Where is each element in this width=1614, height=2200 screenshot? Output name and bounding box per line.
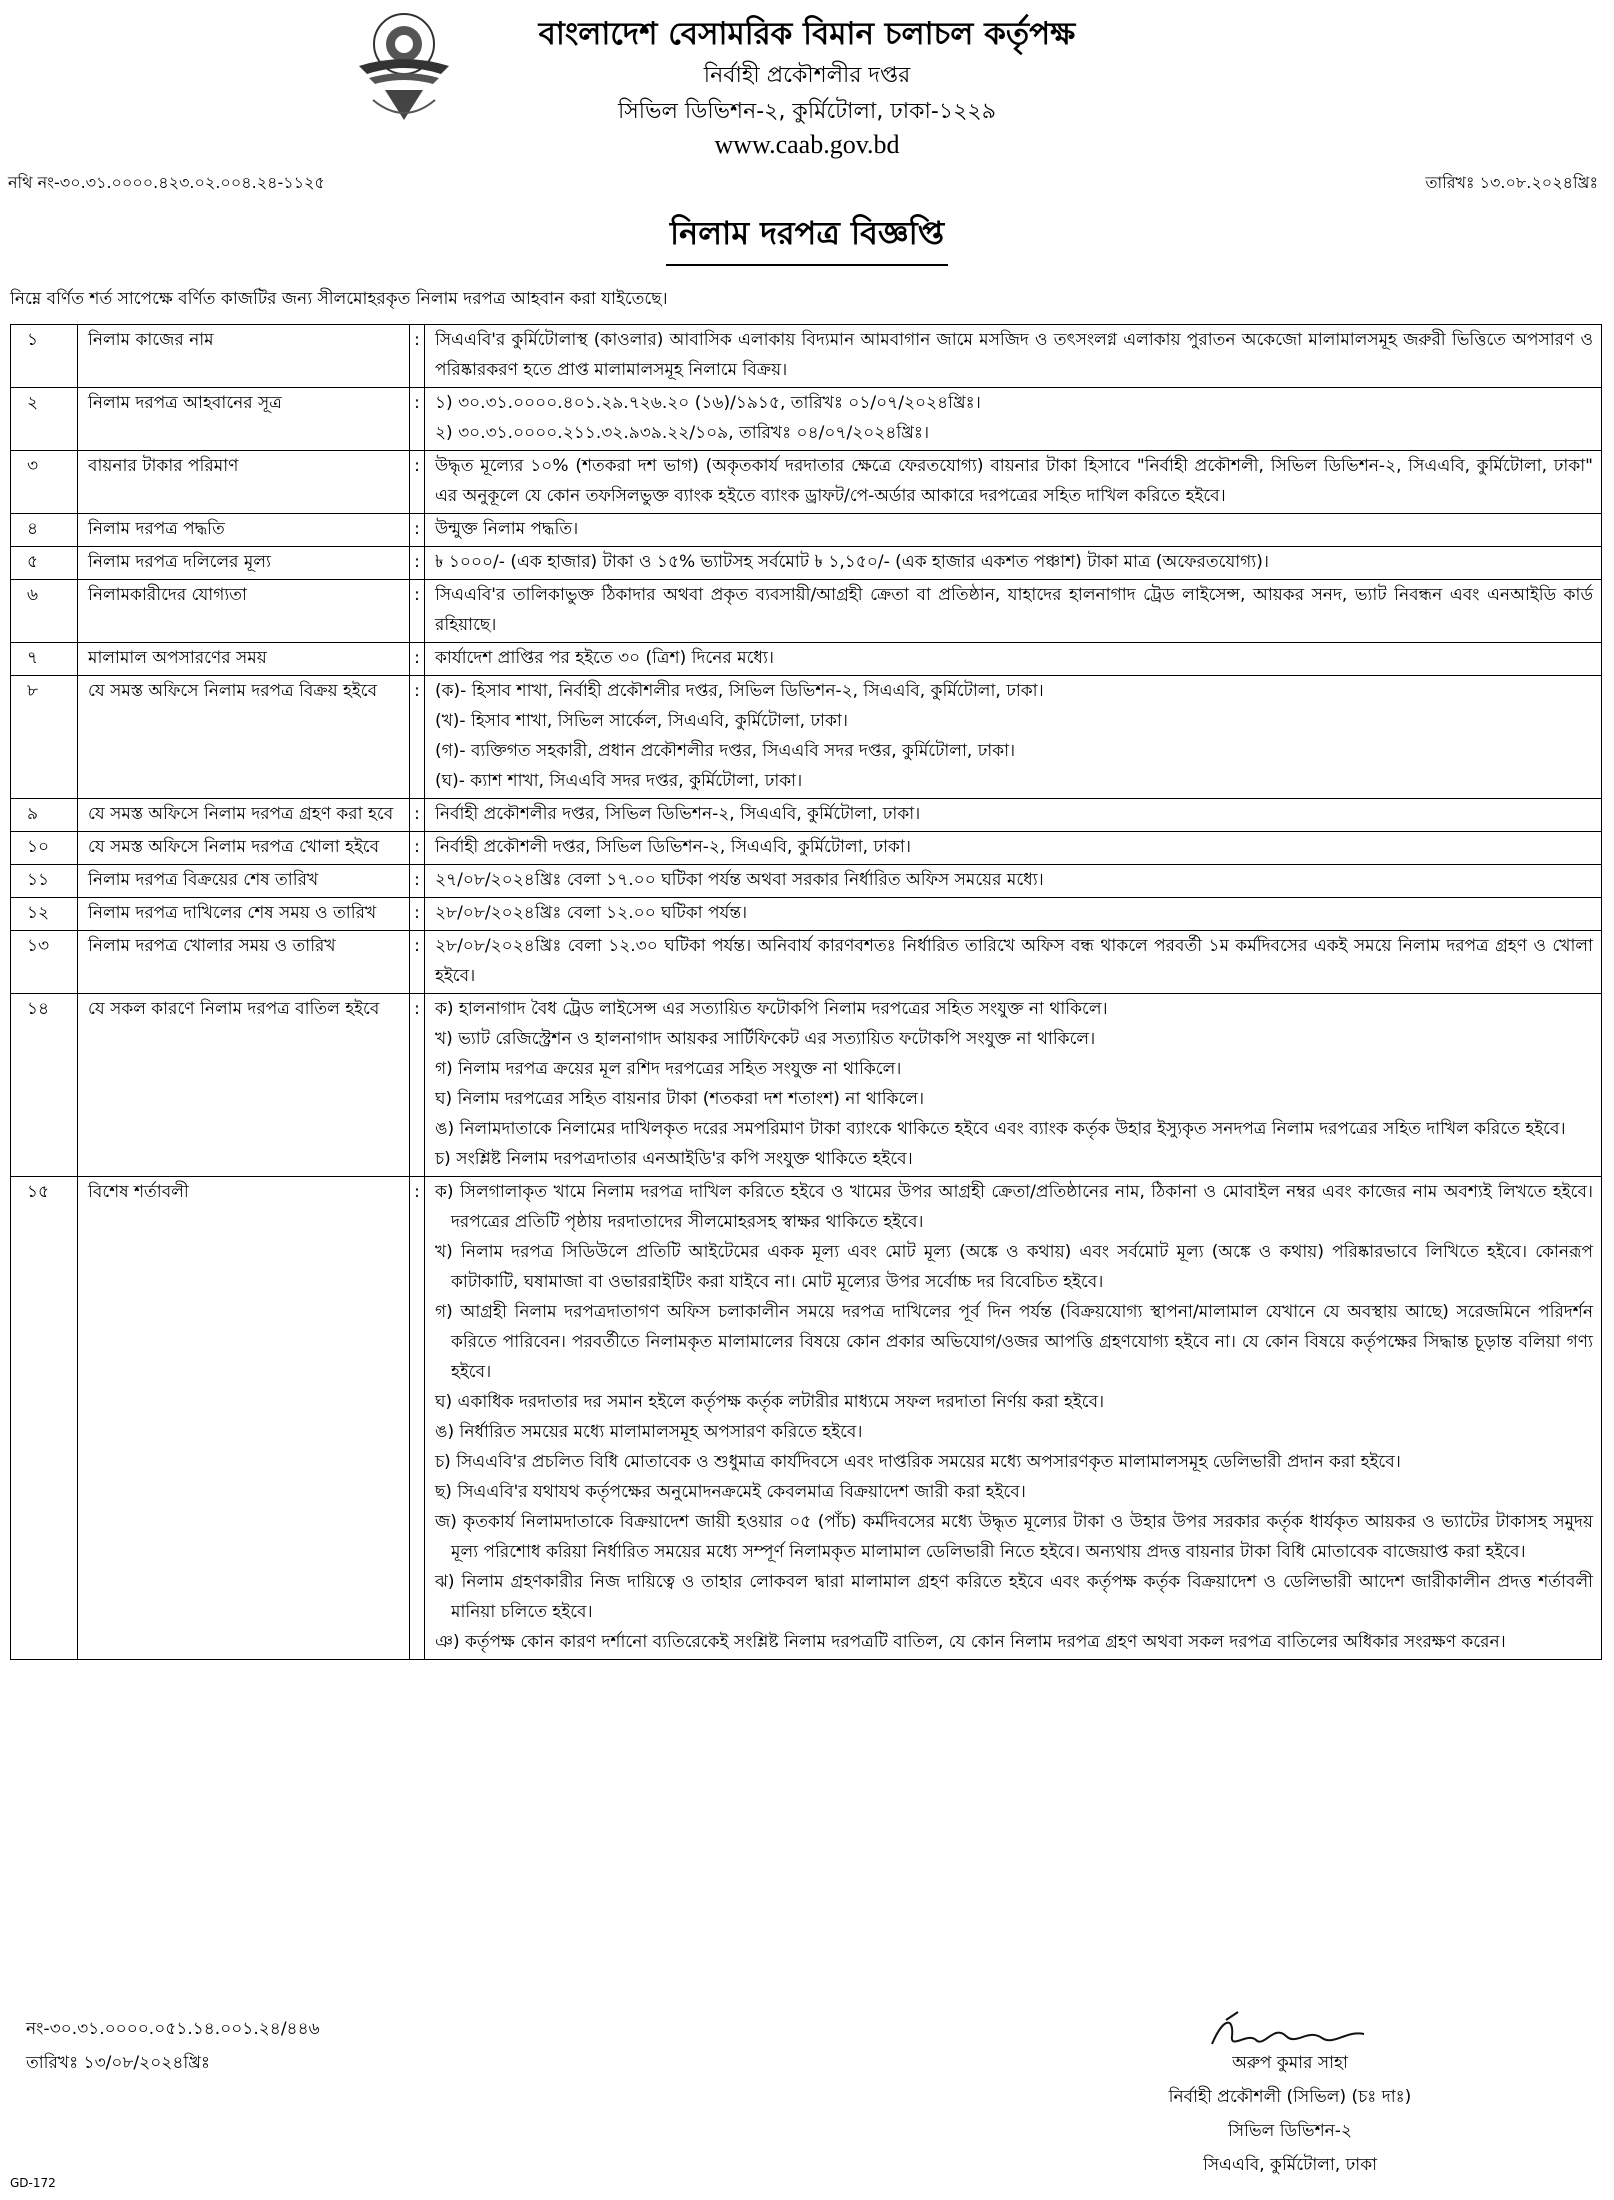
value-line: জ) কৃতকার্য নিলামদাতাকে বিক্রয়াদেশ জায়ী হওয়ার ০৫ (পাঁচ) কর্মদিবসের মধ্যে উদ্ধৃত মূল্যের টাকা ও উহার উপর সরকার কর্তৃক ধার্যকৃত আয়কর ও ভ্যাটের টাকাসহ সমুদয় মূল্য পরিশোধ করিয়া নির্ধারিত সময়ের মধ্যে সম্পূর্ণ নিলামকৃত মালামাল ডেলিভারী নিতে হইবে। অন্যথায় প্রদত্ত বায়নার টাকা বিধি মোতাবেক বাজেয়াপ্ত করা হইবে। [435, 1512, 1593, 1562]
value-line: নির্বাহী প্রকৌশলীর দপ্তর, সিভিল ডিভিশন-২, সিএএবি, কুর্মিটোলা, ঢাকা। [435, 804, 921, 824]
row-separator: : [410, 325, 425, 388]
organization-name: বাংলাদেশ বেসামরিক বিমান চলাচল কর্তৃপক্ষ [538, 16, 1076, 52]
reference-date: তারিখঃ ১৩/০৮/২০২৪খ্রিঃ [26, 2053, 210, 2073]
row-separator: : [410, 799, 425, 832]
row-label: নিলাম দরপত্র দলিলের মূল্য [78, 547, 410, 580]
row-value [425, 388, 1602, 451]
value-line: (খ)- হিসাব শাখা, সিভিল সার্কেল, সিএএবি, কুর্মিটোলা, ঢাকা। [435, 711, 848, 731]
value-line: কার্যাদেশ প্রাপ্তির পর হইতে ৩০ (ত্রিশ) দিনের মধ্যে। [435, 648, 774, 668]
value-line: ক) হালনাগাদ বৈধ ট্রেড লাইসেন্স এর সত্যায়িত ফটোকপি নিলাম দরপত্রের সহিত সংযুক্ত না থাকিলে। [435, 999, 1108, 1019]
table-row [11, 388, 1602, 451]
row-value [425, 865, 1602, 898]
table-row [11, 451, 1602, 514]
row-label: মালামাল অপসারণের সময় [78, 643, 410, 676]
row-value [425, 898, 1602, 931]
table-row [11, 865, 1602, 898]
value-line: ২৮/০৮/২০২৪খ্রিঃ বেলা ১২.৩০ ঘটিকা পর্যন্ত। অনিবার্য কারণবশতঃ নির্ধারিত তারিখে অফিস বন্ধ থাকলে পরবর্তী ১ম কর্মদিবসের একই সময়ে নিলাম দরপত্র গ্রহণ ও খোলা হইবে। [435, 936, 1593, 986]
value-line: ১) ৩০.৩১.০০০০.৪০১.২৯.৭২৬.২০ (১৬)/১৯১৫, তারিখঃ ০১/০৭/২০২৪খ্রিঃ। [435, 393, 981, 413]
row-label: বিশেষ শর্তাবলী [78, 1177, 410, 1660]
row-value [425, 514, 1602, 547]
row-separator: : [410, 865, 425, 898]
value-line: সিএএবি'র কুর্মিটোলাস্থ (কাওলার) আবাসিক এলাকায় বিদ্যমান আমবাগান জামে মসজিদ ও তৎসংলগ্ন এলাকায় পুরাতন অকেজো মালামালসমূহ জরুরী ভিত্তিতে অপসারণ ও পরিষ্কারকরণ হতে প্রাপ্ত মালামালসমূহ নিলামে বিক্রয়। [435, 330, 1593, 380]
value-line: চ) সিএএবি'র প্রচলিত বিধি মোতাবেক ও শুধুমাত্র কার্যদিবসে এবং দাপ্তরিক সময়ের মধ্যে অপসারণকৃত মালামালসমূহ ডেলিভারী প্রদান করা হইবে। [435, 1452, 1401, 1472]
value-line: ৳ ১০০০/- (এক হাজার) টাকা ও ১৫% ভ্যাটসহ সর্বমোট ৳ ১,১৫০/- (এক হাজার একশত পঞ্চাশ) টাকা মাত্র (অফেরতযোগ্য)। [435, 552, 1269, 572]
reference-number: নং-৩০.৩১.০০০০.০৫১.১৪.০০১.২৪/৪৪৬ [26, 2019, 320, 2039]
row-value [425, 832, 1602, 865]
row-number: ৩ [11, 451, 78, 514]
row-separator: : [410, 994, 425, 1177]
value-line: ঘ) একাধিক দরদাতার দর সমান হইলে কর্তৃপক্ষ কর্তৃক লটারীর মাধ্যমে সফল দরদাতা নির্ণয় করা হইবে। [435, 1392, 1105, 1412]
table-row [11, 325, 1602, 388]
value-line: খ) ভ্যাট রেজিস্ট্রেশন ও হালনাগাদ আয়কর সার্টিফিকেট এর সত্যায়িত ফটোকপি সংযুক্ত না থাকিলে। [435, 1029, 1096, 1049]
value-line: উন্মুক্ত নিলাম পদ্ধতি। [435, 519, 579, 539]
form-code: GD-172 [10, 2176, 56, 2190]
table-row [11, 898, 1602, 931]
row-label: নিলাম দরপত্র বিক্রয়ের শেষ তারিখ [78, 865, 410, 898]
row-value [425, 325, 1602, 388]
page-title: নিলাম দরপত্র বিজ্ঞপ্তি [666, 208, 948, 266]
memo-date: তারিখঃ ১৩.০৮.২০২৪খ্রিঃ [1425, 173, 1598, 192]
value-line: সিএএবি'র তালিকাভুক্ত ঠিকাদার অথবা প্রকৃত ব্যবসায়ী/আগ্রহী ক্রেতা বা প্রতিষ্ঠান, যাহাদের হালনাগাদ ট্রেড লাইসেন্স, আয়কর সনদ, ভ্যাট নিবন্ধন এবং এনআইডি কার্ড রহিয়াছে। [435, 585, 1593, 635]
table-row [11, 994, 1602, 1177]
row-label: বায়নার টাকার পরিমাণ [78, 451, 410, 514]
table-row [11, 547, 1602, 580]
table-row [11, 676, 1602, 799]
table-row [11, 1177, 1602, 1660]
row-label: যে সমস্ত অফিসে নিলাম দরপত্র বিক্রয় হইবে [78, 676, 410, 799]
value-line: ঞ) কর্তৃপক্ষ কোন কারণ দর্শানো ব্যতিরেকেই সংশ্লিষ্ট নিলাম দরপত্রটি বাতিল, যে কোন নিলাম দরপত্র গ্রহণ অথবা সকল দরপত্র বাতিলের অধিকার সংরক্ষণ করেন। [435, 1632, 1506, 1652]
signer-name: অরুপ কুমার সাহা [1232, 2053, 1348, 2073]
row-number: ১২ [11, 898, 78, 931]
row-label: নিলাম দরপত্র আহবানের সূত্র [78, 388, 410, 451]
row-value [425, 994, 1602, 1177]
value-line: ঙ) নিলামদাতাকে নিলামের দাখিলকৃত দরের সমপরিমাণ টাকা ব্যাংকে থাকিতে হইবে এবং ব্যাংক কর্তৃক উহার ইস্যুকৃত সনদপত্র নিলাম দরপত্রের সহিত দাখিল করিতে হইবে। [435, 1119, 1566, 1139]
memo-number: নথি নং-৩০.৩১.০০০০.৪২৩.০২.০০৪.২৪-১১২৫ [8, 173, 325, 192]
row-label: যে সমস্ত অফিসে নিলাম দরপত্র খোলা হইবে [78, 832, 410, 865]
row-separator: : [410, 451, 425, 514]
value-line: নির্বাহী প্রকৌশলী দপ্তর, সিভিল ডিভিশন-২, সিএএবি, কুর্মিটোলা, ঢাকা। [435, 837, 911, 857]
row-label: যে সকল কারণে নিলাম দরপত্র বাতিল হইবে [78, 994, 410, 1177]
row-value [425, 676, 1602, 799]
row-separator: : [410, 580, 425, 643]
value-line: (গ)- ব্যক্তিগত সহকারী, প্রধান প্রকৌশলীর দপ্তর, সিএএবি সদর দপ্তর, কুর্মিটোলা, ঢাকা। [435, 741, 1016, 761]
value-line: ক) সিলগালাকৃত খামে নিলাম দরপত্র দাখিল করিতে হইবে ও খামের উপর আগ্রহী ক্রেতা/প্রতিষ্ঠানের নাম, ঠিকানা ও মোবাইল নম্বর এবং কাজের নাম অবশ্যই লিখতে হইবে। দরপত্রের প্রতিটি পৃষ্ঠায় দরদাতাদের সীলমোহরসহ স্বাক্ষর থাকিতে হইবে। [435, 1182, 1593, 1232]
table-row [11, 643, 1602, 676]
row-value [425, 451, 1602, 514]
row-number: ৭ [11, 643, 78, 676]
value-line: ২) ৩০.৩১.০০০০.২১১.৩২.৯৩৯.২২/১০৯, তারিখঃ ০৪/০৭/২০২৪খ্রিঃ। [435, 423, 930, 443]
row-number: ১ [11, 325, 78, 388]
row-number: ৬ [11, 580, 78, 643]
table-row [11, 931, 1602, 994]
division-address: সিভিল ডিভিশন-২, কুর্মিটোলা, ঢাকা-১২২৯ [617, 99, 996, 124]
value-line: গ) আগ্রহী নিলাম দরপত্রদাতাগণ অফিস চলাকালীন সময়ে দরপত্র দাখিলের পূর্ব দিন পর্যন্ত (বিক্রয়যোগ্য স্থাপনা/মালামাল যেখানে যে অবস্থায় আছে) সরেজমিনে পরিদর্শন করিতে পারিবেন। পরবর্তীতে নিলামকৃত মালামালের বিষয়ে কোন প্রকার অভিযোগ/ওজর আপত্তি গ্রহণযোগ্য হইবে না। যে কোন বিষয়ে কর্তৃপক্ষের সিদ্ধান্ত চূড়ান্ত বলিয়া গণ্য হইবে। [435, 1302, 1593, 1382]
value-line: খ) নিলাম দরপত্র সিডিউলে প্রতিটি আইটেমের একক মূল্য এবং মোট মূল্য (অঙ্কে ও কথায়) এবং সর্বমোট মূল্য (অঙ্কে ও কথায়) পরিষ্কারভাবে লিখিতে হইবে। কোনরূপ কাটাকাটি, ঘষামাজা বা ওভাররাইটিং করা যাইবে না। মোট মূল্যের উপর সর্বোচ্চ দর বিবেচিত হইবে। [435, 1242, 1593, 1292]
row-value [425, 547, 1602, 580]
row-value [425, 931, 1602, 994]
row-value [425, 799, 1602, 832]
table-row [11, 799, 1602, 832]
row-separator: : [410, 643, 425, 676]
row-number: ৮ [11, 676, 78, 799]
row-number: ৪ [11, 514, 78, 547]
table-row [11, 514, 1602, 547]
row-number: ২ [11, 388, 78, 451]
signer-location: সিএএবি, কুর্মিটোলা, ঢাকা [1202, 2155, 1378, 2175]
reference-block [26, 2012, 320, 2080]
row-separator: : [410, 547, 425, 580]
row-separator: : [410, 931, 425, 994]
row-number: ৯ [11, 799, 78, 832]
row-value [425, 643, 1602, 676]
row-value [425, 580, 1602, 643]
value-line: ২৭/০৮/২০২৪খ্রিঃ বেলা ১৭.০০ ঘটিকা পর্যন্ত অথবা সরকার নির্ধারিত অফিস সময়ের মধ্যে। [435, 870, 1044, 890]
value-line: গ) নিলাম দরপত্র ক্রয়ের মূল রশিদ দরপত্রের সহিত সংযুক্ত না থাকিলে। [435, 1059, 902, 1079]
value-line: ছ) সিএএবি'র যথাযথ কর্তৃপক্ষের অনুমোদনক্রমেই কেবলমাত্র বিক্রয়াদেশ জারী করা হইবে। [435, 1482, 1026, 1502]
row-separator: : [410, 832, 425, 865]
signatory-block [1100, 2046, 1480, 2182]
row-separator: : [410, 388, 425, 451]
row-label: নিলাম কাজের নাম [78, 325, 410, 388]
value-line: উদ্ধৃত মূল্যের ১০% (শতকরা দশ ভাগ) (অকৃতকার্য দরদাতার ক্ষেত্রে ফেরতযোগ্য) বায়নার টাকা হিসাবে "নির্বাহী প্রকৌশলী, সিভিল ডিভিশন-২, সিএএবি, কুর্মিটোলা, ঢাকা" এর অনুকূলে যে কোন তফসিলভুক্ত ব্যাংক হইতে ব্যাংক ড্রাফট/পে-অর্ডার আকারে দরপত্রের সহিত দাখিল করিতে হইবে। [435, 456, 1593, 506]
row-number: ১৩ [11, 931, 78, 994]
row-number: ১০ [11, 832, 78, 865]
table-row [11, 832, 1602, 865]
signer-title: নির্বাহী প্রকৌশলী (সিভিল) (চঃ দাঃ) [1168, 2087, 1412, 2107]
value-line: (ঘ)- ক্যাশ শাখা, সিএএবি সদর দপ্তর, কুর্মিটোলা, ঢাকা। [435, 771, 803, 791]
row-label: নিলাম দরপত্র খোলার সময় ও তারিখ [78, 931, 410, 994]
value-line: ঘ) নিলাম দরপত্রের সহিত বায়নার টাকা (শতকরা দশ শতাংশ) না থাকিলে। [435, 1089, 925, 1109]
row-label: নিলাম দরপত্র দাখিলের শেষ সময় ও তারিখ [78, 898, 410, 931]
value-line: ঝ) নিলাম গ্রহণকারীর নিজ দায়িত্বে ও তাহার লোকবল দ্বারা মালামাল গ্রহণ করিতে হইবে এবং কর্তৃপক্ষ কর্তৃক বিক্রয়াদেশ ও ডেলিভারী আদেশ জারীকালীন প্রদত্ত শর্তাবলী মানিয়া চলিতে হইবে। [435, 1572, 1593, 1622]
value-line: ঙ) নির্ধারিত সময়ের মধ্যে মালামালসমূহ অপসারণ করিতে হইবে। [435, 1422, 863, 1442]
row-number: ১৪ [11, 994, 78, 1177]
tender-table [10, 324, 1602, 1660]
signer-division: সিভিল ডিভিশন-২ [1228, 2121, 1352, 2141]
row-label: যে সমস্ত অফিসে নিলাম দরপত্র গ্রহণ করা হবে [78, 799, 410, 832]
row-separator: : [410, 676, 425, 799]
row-value [425, 1177, 1602, 1660]
website-link[interactable]: www.caab.gov.bd [714, 130, 900, 159]
row-number: ৫ [11, 547, 78, 580]
row-number: ১১ [11, 865, 78, 898]
office-name: নির্বাহী প্রকৌশলীর দপ্তর [703, 63, 911, 88]
value-line: (ক)- হিসাব শাখা, নির্বাহী প্রকৌশলীর দপ্তর, সিভিল ডিভিশন-২, সিএএবি, কুর্মিটোলা, ঢাকা। [435, 681, 1044, 701]
value-line: ২৮/০৮/২০২৪খ্রিঃ বেলা ১২.০০ ঘটিকা পর্যন্ত। [435, 903, 748, 923]
value-line: চ) সংশ্লিষ্ট নিলাম দরপত্রদাতার এনআইডি'র কপি সংযুক্ত থাকিতে হইবে। [435, 1149, 913, 1169]
row-separator: : [410, 1177, 425, 1660]
intro-text: নিম্নে বর্ণিত শর্ত সাপেক্ষে বর্ণিত কাজটির জন্য সীলমোহরকৃত নিলাম দরপত্র আহবান করা যাইতেছে। [10, 289, 668, 309]
row-label: নিলাম দরপত্র পদ্ধতি [78, 514, 410, 547]
row-separator: : [410, 514, 425, 547]
row-separator: : [410, 898, 425, 931]
row-number: ১৫ [11, 1177, 78, 1660]
table-row [11, 580, 1602, 643]
row-label: নিলামকারীদের যোগ্যতা [78, 580, 410, 643]
